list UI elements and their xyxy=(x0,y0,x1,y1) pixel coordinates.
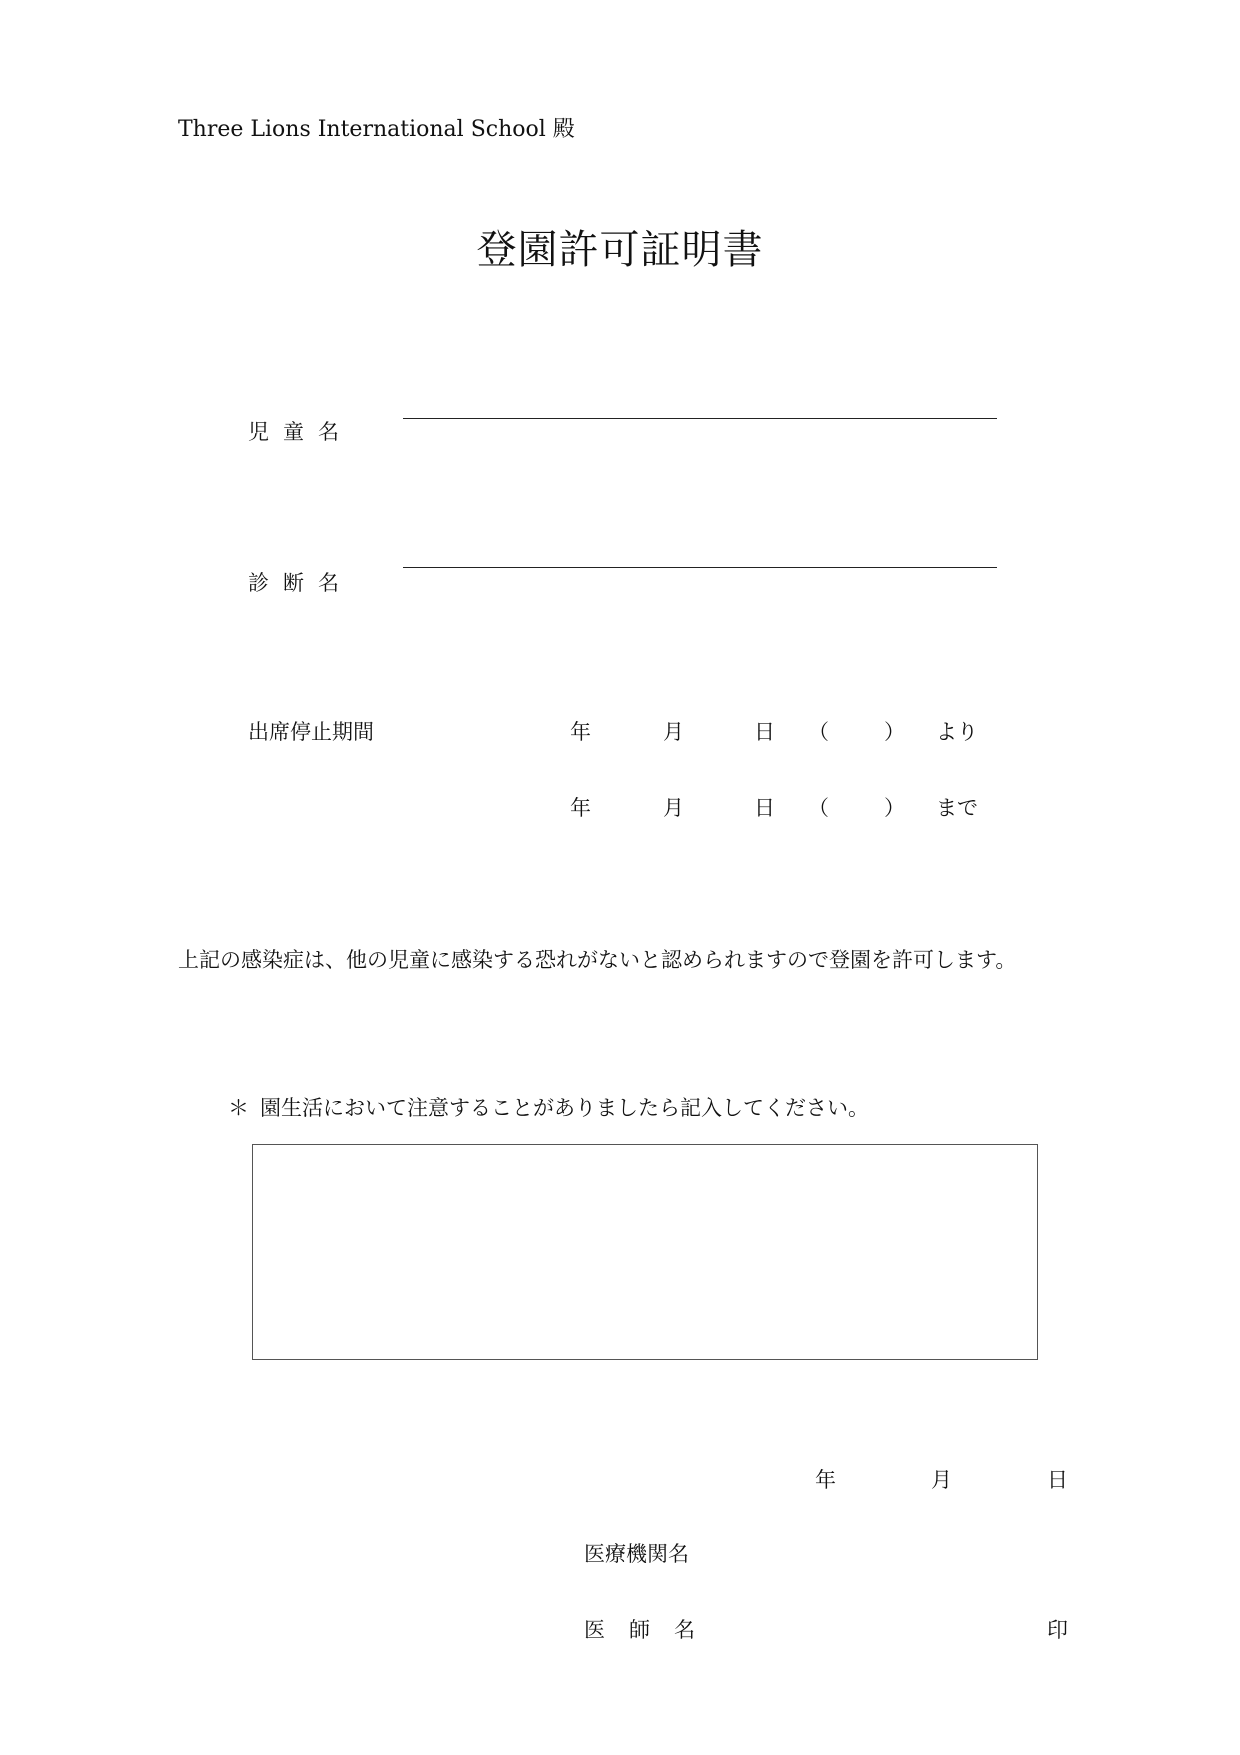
to-paren-open: （ xyxy=(808,796,829,820)
diagnosis-line[interactable] xyxy=(403,567,997,568)
permission-statement: 上記の感染症は、他の児童に感染する恐れがないと認められますので登園を許可します。 xyxy=(178,948,1017,972)
to-day: 日 xyxy=(754,796,775,820)
document-title: 登園許可証明書 xyxy=(476,227,764,273)
from-day: 日 xyxy=(754,720,775,744)
to-year: 年 xyxy=(570,796,591,820)
sign-day: 日 xyxy=(1047,1468,1068,1492)
from-month: 月 xyxy=(663,720,684,744)
note-text: 園生活において注意することがありましたら記入してください。 xyxy=(260,1096,869,1120)
sign-year: 年 xyxy=(815,1468,836,1492)
doctor-label: 医師名 xyxy=(584,1618,719,1642)
to-month: 月 xyxy=(663,796,684,820)
note-instruction xyxy=(228,1092,869,1122)
seal-mark: 印 xyxy=(1047,1618,1068,1642)
addressee: Three Lions International School 殿 xyxy=(178,117,575,142)
note-box[interactable] xyxy=(252,1144,1038,1360)
child-name-line[interactable] xyxy=(403,418,997,419)
asterisk-mark: ＊ xyxy=(228,1096,249,1120)
from-paren-close: ） xyxy=(884,720,905,744)
sign-month: 月 xyxy=(931,1468,952,1492)
diagnosis-label: 診断名 xyxy=(248,571,353,595)
absence-period-label: 出席停止期間 xyxy=(248,720,374,744)
from-year: 年 xyxy=(570,720,591,744)
from-suffix: より xyxy=(936,720,978,744)
to-suffix: まで xyxy=(936,796,978,820)
from-paren-open: （ xyxy=(808,720,829,744)
institution-label: 医療機関名 xyxy=(584,1542,689,1566)
to-paren-close: ） xyxy=(884,796,905,820)
child-name-label: 児童名 xyxy=(248,420,353,444)
